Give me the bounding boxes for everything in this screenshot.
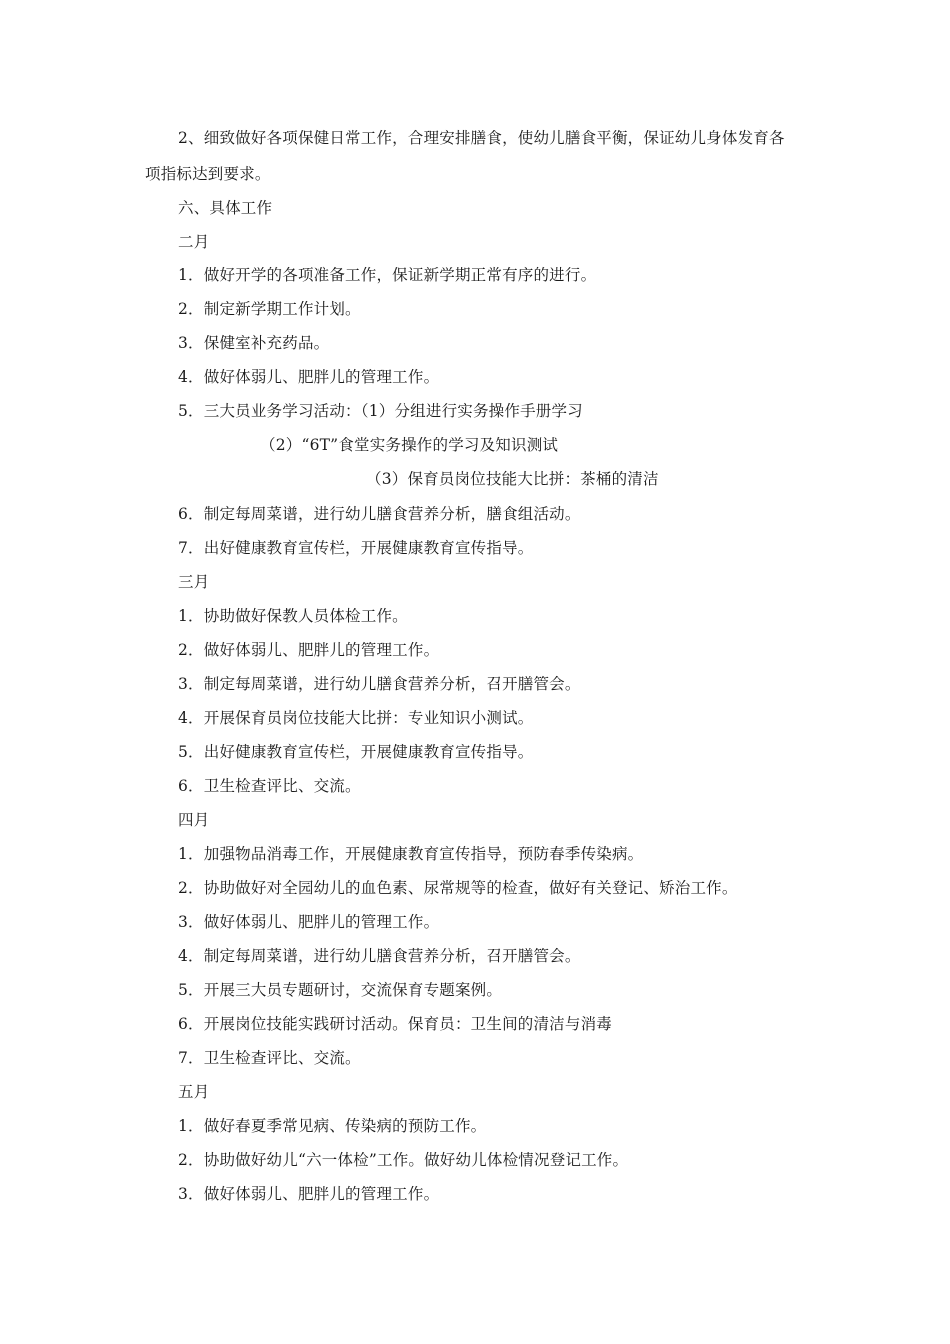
list-item: 7．卫生检查评比、交流。 [178,1049,361,1067]
list-item: 4．制定每周菜谱，进行幼儿膳食营养分析，召开膳管会。 [178,947,581,965]
list-item: 6．制定每周菜谱，进行幼儿膳食营养分析，膳食组活动。 [178,505,581,523]
list-sub-item: （2）“6T”食堂实务操作的学习及知识测试 [260,436,559,454]
list-sub-item: （3）保育员岗位技能大比拼：茶桶的清洁 [366,470,659,488]
list-item: 1．做好开学的各项准备工作，保证新学期正常有序的进行。 [178,266,597,284]
list-item: 1．加强物品消毒工作，开展健康教育宣传指导，预防春季传染病。 [178,845,644,863]
intro-paragraph-line-2: 项指标达到要求。 [145,165,271,183]
intro-paragraph-line-1: 2、细致做好各项保健日常工作，合理安排膳食，使幼儿膳食平衡，保证幼儿身体发育各 [178,129,785,147]
list-item: 7．出好健康教育宣传栏，开展健康教育宣传指导。 [178,539,534,557]
list-item: 3．做好体弱儿、肥胖儿的管理工作。 [178,913,440,931]
list-item: 5．三大员业务学习活动：（1）分组进行实务操作手册学习 [178,402,583,420]
list-item: 3．制定每周菜谱，进行幼儿膳食营养分析，召开膳管会。 [178,675,581,693]
list-item: 2．制定新学期工作计划。 [178,300,361,318]
list-item: 2．协助做好对全园幼儿的血色素、尿常规等的检查，做好有关登记、矫治工作。 [178,879,738,897]
list-item: 5．出好健康教育宣传栏，开展健康教育宣传指导。 [178,743,534,761]
list-item: 6．开展岗位技能实践研讨活动。保育员：卫生间的清洁与消毒 [178,1015,612,1033]
month-heading-april: 四月 [178,811,210,829]
list-item: 4．做好体弱儿、肥胖儿的管理工作。 [178,368,440,386]
list-item: 2．协助做好幼儿“六一体检”工作。做好幼儿体检情况登记工作。 [178,1151,629,1169]
list-item: 1．协助做好保教人员体检工作。 [178,607,408,625]
month-heading-may: 五月 [178,1083,210,1101]
list-item: 4．开展保育员岗位技能大比拼：专业知识小测试。 [178,709,534,727]
section-heading: 六、具体工作 [178,199,273,217]
list-item: 3．保健室补充药品。 [178,334,330,352]
list-item: 6．卫生检查评比、交流。 [178,777,361,795]
list-item: 2．做好体弱儿、肥胖儿的管理工作。 [178,641,440,659]
list-item: 3．做好体弱儿、肥胖儿的管理工作。 [178,1185,440,1203]
month-heading-february: 二月 [178,233,210,251]
list-item: 5．开展三大员专题研讨，交流保育专题案例。 [178,981,503,999]
list-item: 1．做好春夏季常见病、传染病的预防工作。 [178,1117,487,1135]
month-heading-march: 三月 [178,573,210,591]
